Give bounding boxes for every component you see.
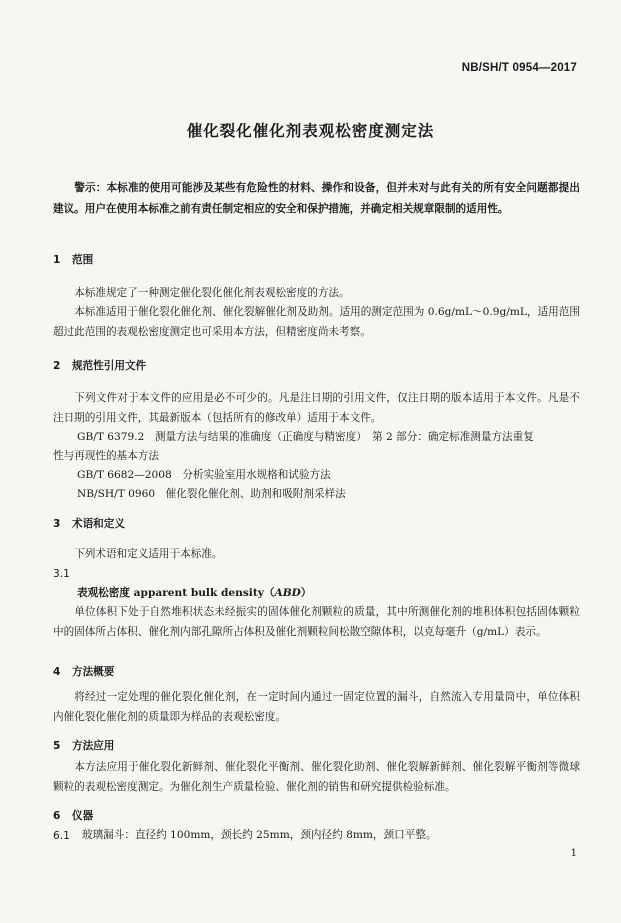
term-abbr-open: （ xyxy=(263,587,275,599)
reference-1-line-2: 性与再现性的基本方法 xyxy=(53,450,159,462)
page-number: 1 xyxy=(570,848,577,859)
section-number: 3 xyxy=(53,518,61,530)
section-5-paragraph-1: 本方法应用于催化裂化新鲜剂、催化裂化平衡剂、催化裂化助剂、催化裂解新鲜剂、催化裂解平衡剂等微球颗粒的表观松密度测定。为催化剂生产质量检验、催化剂的销售和研究提供检验标准。 xyxy=(53,761,580,793)
term-definition: 单位体积下处于自然堆积状态未经振实的固体催化剂颗粒的质量，其中所测催化剂的堆积体积包括固体颗粒中的固体所占体积、催化剂内部孔隙所占体积及催化剂颗粒间松散空隙体积，以克每毫升（g/mL）表示。 xyxy=(53,606,580,638)
term-chinese: 表观松密度 xyxy=(77,587,130,599)
standard-code: NB/SH/T 0954—2017 xyxy=(461,62,577,74)
section-title: 方法应用 xyxy=(72,740,115,752)
term-abbr-close: ） xyxy=(300,587,312,599)
term-english: apparent bulk density xyxy=(133,587,264,599)
section-6-heading xyxy=(53,808,93,823)
section-4-heading xyxy=(53,664,114,679)
reference-1-line-1: GB/T 6379.2 测量方法与结果的准确度（正确度与精密度） 第 2 部分：确定标准测量方法重复 xyxy=(77,431,534,443)
section-title: 仪器 xyxy=(72,810,94,822)
section-4-paragraph-1: 将经过一定处理的催化裂化催化剂，在一定时间内通过一固定位置的漏斗，自然流入专用量筒中，单位体积内催化裂化催化剂的质量即为样品的表观松密度。 xyxy=(53,691,580,723)
section-1-heading xyxy=(53,252,93,267)
section-number: 1 xyxy=(53,254,61,266)
section-number: 5 xyxy=(53,740,61,752)
section-2-heading xyxy=(53,358,146,373)
section-number: 6 xyxy=(53,810,61,822)
section-number: 2 xyxy=(53,360,61,372)
section-5-heading xyxy=(53,738,114,753)
reference-2: GB/T 6682—2008 分析实验室用水规格和试验方法 xyxy=(77,469,331,481)
section-title: 术语和定义 xyxy=(72,518,125,530)
warning-paragraph: 警示：本标准的使用可能涉及某些有危险性的材料、操作和设备，但并未对与此有关的所有安全问题都提出建议。用户在使用本标准之前有责任制定相应的安全和保护措施，并确定相关规章限制的适用性。 xyxy=(53,182,580,215)
document-title: 催化裂化催化剂表观松密度测定法 xyxy=(186,122,435,140)
section-title: 范围 xyxy=(72,254,94,266)
section-1-paragraph-2: 本标准适用于催化裂化催化剂、催化裂解催化剂及助剂。适用的测定范围为 0.6g/mL～0.9g/mL，适用范围超过此范围的表观松密度测定也可采用本方法，但精密度尚未考察。 xyxy=(53,306,580,338)
section-3-heading xyxy=(53,516,125,531)
section-3-paragraph-1: 下列术语和定义适用于本标准。 xyxy=(74,548,223,560)
section-number: 4 xyxy=(53,666,61,678)
section-title: 规范性引用文件 xyxy=(72,360,147,372)
subsection-3-1-number: 3.1 xyxy=(53,568,70,580)
reference-3: NB/SH/T 0960 催化裂化催化剂、助剂和吸附剂采样法 xyxy=(77,488,346,500)
subsection-6-1-number: 6.1 xyxy=(53,830,70,842)
section-2-paragraph-1: 下列文件对于本文件的应用是必不可少的。凡是注日期的引用文件，仅注日期的版本适用于本文件。凡是不注日期的引用文件，其最新版本（包括所有的修改单）适用于本文件。 xyxy=(53,392,580,424)
section-1-paragraph-1: 本标准规定了一种测定催化裂化催化剂表观松密度的方法。 xyxy=(74,287,350,299)
section-title: 方法概要 xyxy=(72,666,115,678)
apparatus-item-6-1: 玻璃漏斗：直径约 100mm，颈长约 25mm，颈内径约 8mm，颈口平整。 xyxy=(82,829,437,841)
term-heading xyxy=(77,585,311,600)
term-abbreviation: ABD xyxy=(274,587,301,599)
